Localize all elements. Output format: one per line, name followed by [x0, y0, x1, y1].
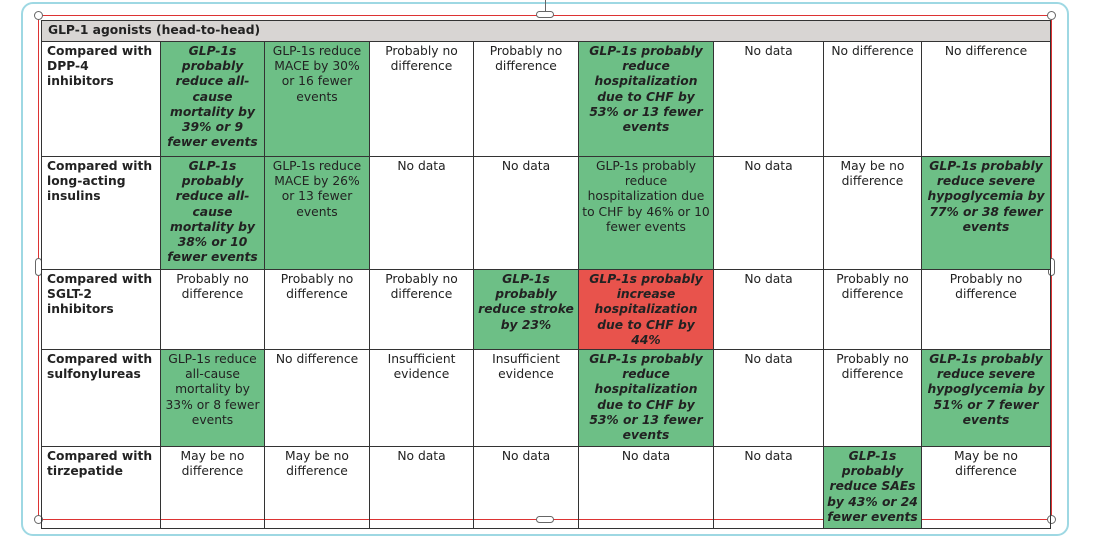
table-cell: No data: [370, 157, 474, 270]
table-cell: GLP-1s probably reduce severe hypoglycemia by 77% or 38 fewer events: [922, 157, 1051, 270]
table-cell: Probably no difference: [824, 350, 922, 447]
table-cell: No difference: [922, 42, 1051, 157]
table-row: [42, 42, 1051, 157]
table-cell: GLP-1s reduce all-cause mortality by 33% or 8 fewer events: [161, 350, 265, 447]
table-cell: Probably no difference: [161, 270, 265, 350]
table-cell: Probably no difference: [265, 270, 370, 350]
table-row: [42, 447, 1051, 529]
table-cell: GLP-1s probably reduce all-cause mortality by 39% or 9 fewer events: [161, 42, 265, 157]
table-cell: GLP-1s probably reduce hospitalization due to CHF by 53% or 13 fewer events: [579, 42, 714, 157]
table-cell: May be no difference: [161, 447, 265, 529]
table-cell: GLP-1s probably reduce hospitalization due to CHF by 46% or 10 fewer events: [579, 157, 714, 270]
table-cell: May be no difference: [265, 447, 370, 529]
table-cell: GLP-1s probably reduce hospitalization due to CHF by 53% or 13 fewer events: [579, 350, 714, 447]
resize-handle-top-right[interactable]: [1047, 11, 1056, 20]
table-cell: No data: [714, 157, 824, 270]
table-cell: GLP-1s reduce MACE by 26% or 13 fewer events: [265, 157, 370, 270]
table-cell: Probably no difference: [824, 270, 922, 350]
table-cell: No data: [714, 447, 824, 529]
table-header-row: [42, 21, 1051, 42]
table-cell: No data: [714, 270, 824, 350]
table-cell: GLP-1s probably reduce SAEs by 43% or 24 fewer events: [824, 447, 922, 529]
resize-handle-top[interactable]: [536, 11, 554, 18]
table-cell: No data: [714, 42, 824, 157]
row-label: Compared with long-acting insulins: [42, 157, 161, 270]
table-cell: No difference: [824, 42, 922, 157]
table-cell: No data: [370, 447, 474, 529]
table-cell: Probably no difference: [370, 42, 474, 157]
table-cell: May be no difference: [922, 447, 1051, 529]
row-label: Compared with DPP-4 inhibitors: [42, 42, 161, 157]
row-label: Compared with tirzepatide: [42, 447, 161, 529]
table-cell: Probably no difference: [922, 270, 1051, 350]
table-cell: No difference: [265, 350, 370, 447]
table-title: GLP-1 agonists (head-to-head): [42, 21, 1051, 42]
table-cell: Insufficient evidence: [474, 350, 579, 447]
table-row: [42, 157, 1051, 270]
table-cell: GLP-1s probably reduce stroke by 23%: [474, 270, 579, 350]
row-label: Compared with SGLT-2 inhibitors: [42, 270, 161, 350]
table-cell: May be no difference: [824, 157, 922, 270]
table-cell: No data: [714, 350, 824, 447]
table-cell: Probably no difference: [370, 270, 474, 350]
row-label: Compared with sulfonylureas: [42, 350, 161, 447]
comparison-table: [41, 20, 1051, 529]
table-cell: No data: [474, 447, 579, 529]
table-row: [42, 270, 1051, 350]
table-cell: GLP-1s reduce MACE by 30% or 16 fewer events: [265, 42, 370, 157]
table-row: [42, 350, 1051, 447]
table-cell: No data: [474, 157, 579, 270]
table-cell: No data: [579, 447, 714, 529]
table-cell: GLP-1s probably reduce all-cause mortality by 38% or 10 fewer events: [161, 157, 265, 270]
resize-handle-top-left[interactable]: [34, 11, 43, 20]
table-cell: Insufficient evidence: [370, 350, 474, 447]
table-cell: Probably no difference: [474, 42, 579, 157]
table-cell: GLP-1s probably increase hospitalization due to CHF by 44%: [579, 270, 714, 350]
table-cell: GLP-1s probably reduce severe hypoglycemia by 51% or 7 fewer events: [922, 350, 1051, 447]
